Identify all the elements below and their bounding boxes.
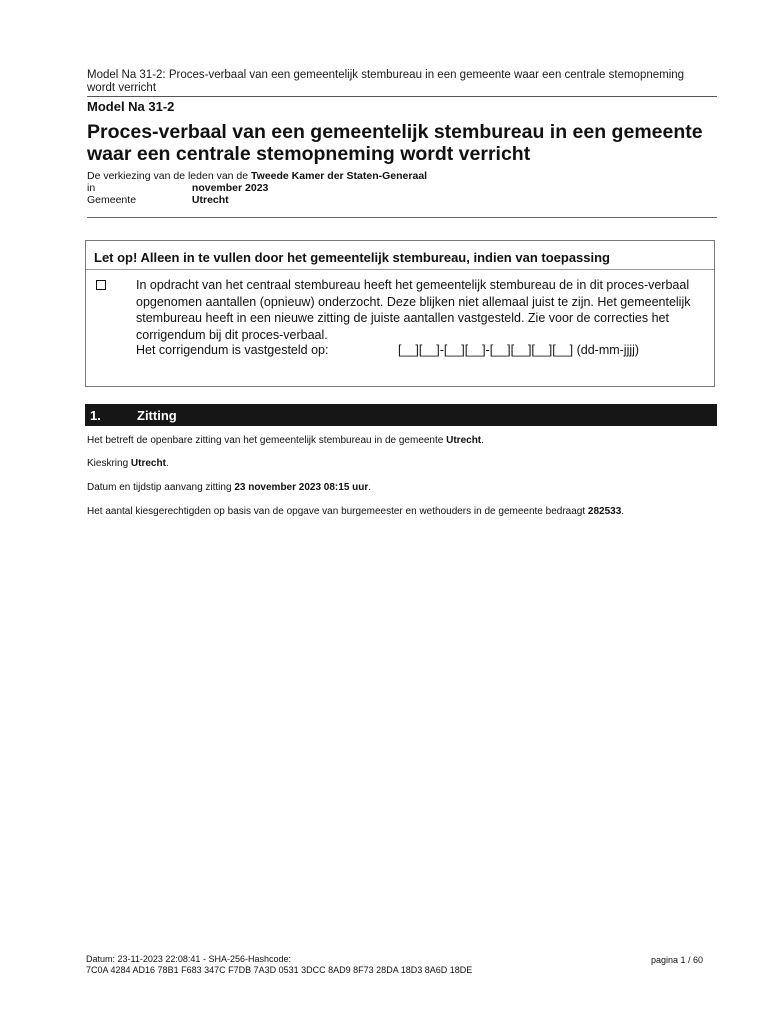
corrigendum-date-label: Het corrigendum is vastgesteld op: <box>136 343 329 357</box>
footer-hash-label: SHA-256-Hashcode: <box>208 954 291 964</box>
header-divider <box>87 96 717 97</box>
footer-datetime: Datum: 23-11-2023 22:08:41 <box>86 954 201 964</box>
page-number: pagina 1 / 60 <box>651 955 704 965</box>
corrigendum-date-row <box>136 342 639 358</box>
session-start-line: Datum en tijdstip aanvang zitting 23 november 2023 08:15 uur. <box>87 482 372 493</box>
municipality-value: Utrecht <box>191 194 229 206</box>
in-label: in <box>87 182 96 194</box>
section-title: Zitting <box>137 408 177 423</box>
section-header-zitting <box>85 404 717 426</box>
session-start-text: Datum en tijdstip aanvang zitting <box>87 482 232 493</box>
municipality-label: Gemeente <box>87 194 137 206</box>
election-intro: De verkiezing van de leden van de <box>87 170 249 182</box>
section-number: 1. <box>90 408 101 423</box>
electoral-district-text: Kieskring <box>87 458 129 469</box>
session-municipality-line: Het betreft de openbare zitting van het gemeentelijk stembureau in de gemeente Utrecht. <box>87 435 484 446</box>
session-start-value: 23 november 2023 08:15 uur <box>234 482 369 493</box>
page-title: Proces-verbaal van een gemeentelijk stembureau in een gemeente waar een centrale stemopneming wordt verricht <box>87 121 703 165</box>
notice-box <box>85 240 715 387</box>
electoral-district-value: Utrecht <box>130 458 166 469</box>
election-date: november 2023 <box>191 182 269 194</box>
notice-divider <box>86 269 714 270</box>
model-label: Model Na 31-2 <box>87 99 175 114</box>
corrigendum-checkbox[interactable] <box>96 280 106 290</box>
corrigendum-date-field[interactable]: [__][__]-[__][__]-[__][__][__][__] (dd-mm-jjjj) <box>398 343 640 357</box>
eligible-voters-text: Het aantal kiesgerechtigden op basis van de opgave van burgemeester en wethouders in de gemeente bedraagt <box>87 506 586 517</box>
running-header: Model Na 31-2: Proces-verbaal van een gemeentelijk stembureau in een gemeente waar een centrale stemopneming wordt verricht <box>87 69 685 94</box>
election-info <box>87 170 427 206</box>
election-body: Tweede Kamer der Staten-Generaal <box>251 170 428 182</box>
electoral-district-line: Kieskring Utrecht. <box>87 458 169 469</box>
notice-title: Let op! Alleen in te vullen door het gemeentelijk stembureau, indien van toepassing <box>94 250 611 265</box>
notice-text: In opdracht van het centraal stembureau heeft het gemeentelijk stembureau de in dit proces-verbaal opgenomen aantallen (opnieuw) onderzocht. Deze blijken niet allemaal juist te zijn. Het gemeentelijk stembureau heeft in een nieuwe zitting de juiste aantallen vastgesteld. Zie voor de correcties het corrigendum bij dit proces-verbaal. <box>136 278 691 342</box>
footer-hash: 7C0A 4284 AD16 78B1 F683 347C F7DB 7A3D 0531 3DCC 8AD9 8F73 28DA 18D3 8A6D 18DE <box>86 965 473 975</box>
session-municipality-value: Utrecht <box>446 435 482 446</box>
eligible-voters-line: Het aantal kiesgerechtigden op basis van de opgave van burgemeester en wethouders in de gemeente bedraagt 282533. <box>87 506 625 517</box>
footer-meta <box>86 954 472 976</box>
footer-separator: - <box>202 954 206 964</box>
info-divider <box>87 217 717 218</box>
session-municipality-text: Het betreft de openbare zitting van het gemeentelijk stembureau in de gemeente <box>87 435 444 446</box>
eligible-voters-value: 282533 <box>587 506 622 517</box>
